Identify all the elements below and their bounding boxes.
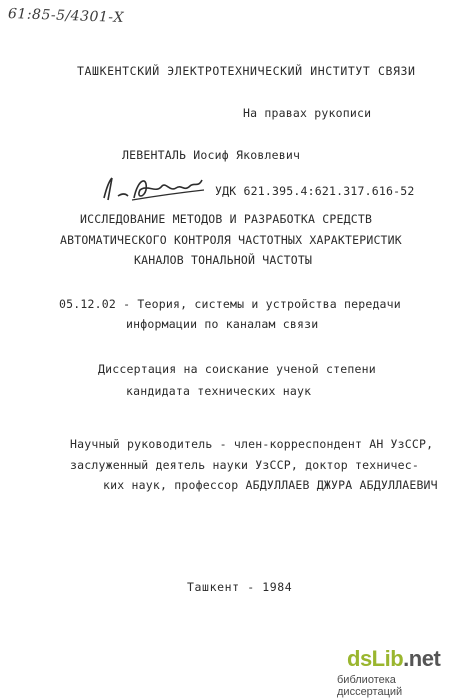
udk-code: УДК 621.395.4:621.317.616-52 (215, 184, 415, 198)
specialty-line-2: информации по каналам связи (126, 317, 319, 331)
manuscript-rights-note: На правах рукописи (243, 106, 372, 120)
dslib-logo: dsLib.net (347, 646, 441, 671)
dslib-watermark[interactable] (335, 644, 450, 698)
specialty-line-1: 05.12.02 - Теория, системы и устройства передачи (59, 297, 401, 311)
city-year: Ташкент - 1984 (187, 580, 293, 594)
handwritten-catalog-number: 61:85-5/4301-Х (7, 5, 125, 27)
author-name: ЛЕВЕНТАЛЬ Иосиф Яковлевич (122, 148, 301, 162)
supervisor-line-2: заслуженный деятель науки УзССР, доктор техничес- (70, 458, 420, 472)
thesis-title-line-2: АВТОМАТИЧЕСКОГО КОНТРОЛЯ ЧАСТОТНЫХ ХАРАКТЕРИСТИК (60, 233, 402, 247)
thesis-title-line-3: КАНАЛОВ ТОНАЛЬНОЙ ЧАСТОТЫ (134, 253, 313, 267)
dissertation-line-2: кандидата технических наук (126, 384, 312, 398)
supervisor-line-3: ких наук, профессор АБДУЛЛАЕВ ДЖУРА АБДУЛЛАЕВИЧ (103, 478, 438, 492)
author-signature (98, 168, 208, 206)
dissertation-line-1: Диссертация на соискание ученой степени (98, 362, 376, 376)
supervisor-line-1: Научный руководитель - член-корреспондент АН УзССР, (70, 437, 434, 451)
dslib-subtitle: библиотека диссертаций (337, 674, 403, 698)
institute-name: ТАШКЕНТСКИЙ ЭЛЕКТРОТЕХНИЧЕСКИЙ ИНСТИТУТ СВЯЗИ (77, 64, 416, 78)
thesis-title-line-1: ИССЛЕДОВАНИЕ МЕТОДОВ И РАЗРАБОТКА СРЕДСТВ (80, 212, 373, 226)
